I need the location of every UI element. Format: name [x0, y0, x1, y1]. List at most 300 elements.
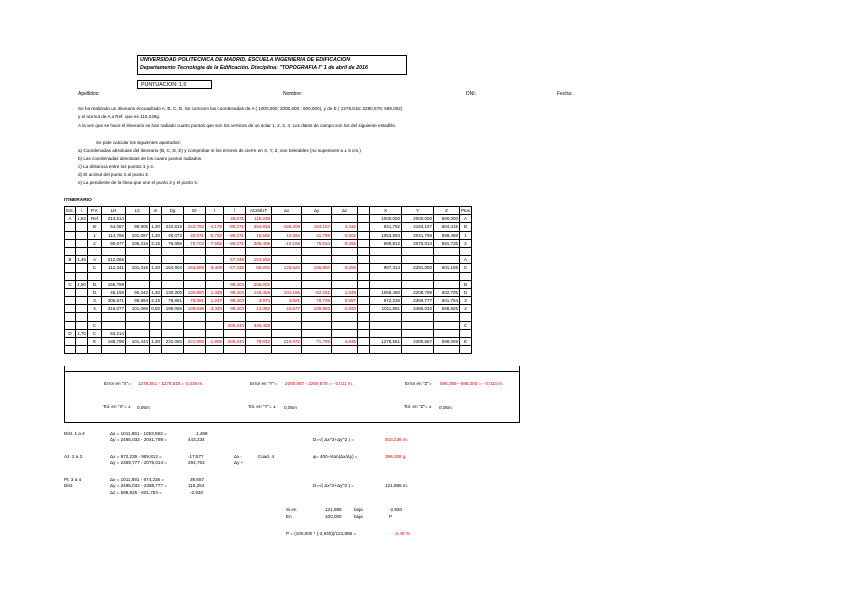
field-apellidos: Apellidos:: [78, 91, 100, 97]
table-cell: 1: [460, 231, 472, 239]
table-cell: [370, 247, 402, 255]
table-cell: [206, 321, 224, 329]
table-cell: -82,251: [302, 288, 332, 296]
table-cell: 101,316: [126, 264, 150, 272]
table-cell: 2: [88, 239, 102, 247]
table-cell: 71,769: [302, 338, 332, 346]
table-cell: 53,214: [102, 329, 126, 337]
table-cell: [434, 321, 460, 329]
az-sign-dy: Δy +: [234, 460, 244, 465]
statement-item-b: b) Las coordenadas absolutas de los cuatro puntos radiados.: [78, 156, 203, 161]
table-cell: [272, 313, 302, 321]
dist-dx-value: 1,498: [196, 431, 208, 436]
table-cell: 316,077: [102, 305, 126, 313]
tol-y-label: Tol. en "Y"= ±: [248, 404, 276, 409]
table-cell: 1,247: [206, 297, 224, 305]
statement-p3: A la vez que se hace el itinerario se han radiado cuatro puntos que son los vertices de un solar 1, 2, 3, 4. Los datos de campo son los del siguiente estadillo.: [78, 123, 397, 128]
table-cell: 989,812: [370, 239, 402, 247]
table-row: [65, 215, 472, 223]
table-cell: [126, 272, 150, 280]
table-cell: 2000,000: [402, 215, 434, 223]
table-row: [65, 256, 472, 264]
table-cell: B: [460, 280, 472, 288]
table-cell: 2: [460, 239, 472, 247]
dist-dx: Δx = 1011,891 - 1053,593 =: [110, 431, 167, 436]
table-header-cell: Δy: [302, 207, 332, 215]
table-cell: 1,50: [77, 281, 86, 287]
table-cell: [358, 264, 370, 272]
table-cell: 1278,551: [370, 338, 402, 346]
table-row: [65, 338, 472, 346]
table-cell: -4,176: [206, 223, 224, 231]
table-cell: 2208,799: [402, 288, 434, 296]
table-cell: 40,073: [162, 231, 184, 239]
table-row-blank: [65, 313, 472, 321]
table-cell: -10,188: [272, 239, 302, 247]
table-header-cell: Ptos: [461, 208, 471, 214]
table-cell: [272, 321, 302, 329]
table-cell: -3,409: [206, 264, 224, 272]
table-cell: [246, 329, 272, 337]
table-cell: [150, 272, 162, 280]
table-cell: C: [88, 321, 102, 329]
table-cell: 78,891: [162, 297, 184, 305]
table-cell: [184, 313, 206, 321]
table-cell: [65, 313, 76, 321]
table-cell: [434, 280, 460, 288]
table-cell: 54,087: [102, 223, 126, 231]
table-cell: -8,265: [332, 239, 358, 247]
statement-item-d: d) El acimut del punto 2 al punto 3.: [78, 172, 149, 177]
table-header-cell: t: [206, 207, 224, 215]
table-cell: [302, 272, 332, 280]
dist-label: Dist. 1 a 4: [64, 431, 85, 436]
table-cell: [460, 247, 472, 255]
table-cell: 154,816: [246, 256, 272, 264]
table-cell: 40,071: [184, 231, 206, 239]
table-row-blank: [65, 247, 472, 255]
table-cell: B: [460, 223, 472, 231]
table-cell: 14,382: [246, 305, 272, 313]
table-cell: 305,406: [246, 239, 272, 247]
table-cell: 2369,777: [402, 297, 434, 305]
dist-formula: D=√( Δx^2+Δy^2 ) =: [313, 437, 354, 442]
table-cell: 156,789: [102, 280, 126, 288]
table-cell: 78,728: [302, 297, 332, 305]
table-cell: 98,303: [224, 305, 246, 313]
table-cell: [65, 288, 76, 296]
az-label: Az. 2 a 3: [64, 454, 83, 459]
table-cell: [184, 256, 206, 264]
table-cell: [272, 256, 302, 264]
table-cell: 2485,032: [402, 305, 434, 313]
table-cell: 49,271: [224, 215, 246, 223]
statement-p2: y el acimut de A a Ref. que es 115,249g.: [78, 114, 161, 119]
error-box: [64, 371, 520, 423]
az-dx: Δx = 972,235 - 989,812 =: [110, 454, 162, 459]
table-cell: [402, 321, 434, 329]
table-cell: [302, 247, 332, 255]
table-cell: [76, 239, 88, 247]
table-cell: [162, 272, 184, 280]
error-y-value: 2280,567 - 2280,578 = - 0,011 m.: [285, 381, 353, 386]
table-cell: [460, 329, 472, 337]
table-cell: 1,30: [151, 224, 160, 230]
table-cell: [206, 272, 224, 280]
table-cell: [150, 256, 162, 264]
table-header-cell: [358, 207, 370, 215]
table-cell: [358, 313, 370, 321]
table-cell: -57,249: [224, 264, 246, 272]
table-cell: D: [88, 288, 102, 296]
ps-dy: Δy = 2485,032 - 2369,777 =: [110, 483, 167, 488]
table-row: [65, 305, 472, 313]
table-cell: [402, 247, 434, 255]
table-cell: 221,995: [184, 338, 206, 346]
table-cell: [224, 313, 246, 321]
az-formula: φ= 400-Atan(Δx/Δy) =: [313, 454, 358, 459]
table-cell: [370, 329, 402, 337]
table-cell: A: [460, 256, 472, 264]
table-cell: [150, 215, 162, 223]
si-a-value: 121,886: [325, 507, 342, 512]
table-cell: [88, 313, 102, 321]
table-cell: [206, 256, 224, 264]
table-cell: [302, 256, 332, 264]
table-cell: [358, 297, 370, 305]
table-cell: [302, 280, 332, 288]
table-cell: [102, 321, 126, 329]
table-cell: 242,819: [162, 223, 184, 231]
si-a-result: -2,930: [389, 507, 403, 512]
si-a-word: baja: [354, 507, 363, 512]
table-cell: [65, 297, 76, 305]
table-cell: [126, 329, 150, 337]
table-cell: 101,166: [272, 288, 302, 296]
table-cell: [65, 338, 76, 346]
table-cell: [76, 321, 88, 329]
table-row: [65, 280, 472, 288]
table-cell: [76, 231, 88, 239]
table-cell: [65, 239, 76, 247]
table-cell: [358, 280, 370, 288]
table-cell: [302, 313, 332, 321]
ps-dy-value: 115,254: [188, 483, 205, 488]
table-cell: [302, 321, 332, 329]
table-cell: [88, 346, 102, 354]
table-cell: [358, 231, 370, 239]
table-cell: [460, 272, 472, 280]
table-cell: [370, 272, 402, 280]
table-cell: Ref: [88, 215, 102, 223]
table-cell: 76,086: [162, 239, 184, 247]
table-cell: [302, 215, 332, 223]
statement-item-e: e) La pendiente de la línea que une el punto 3 y el punto 4.: [78, 180, 199, 185]
ps-formula: D=√( Δx^2+Δy^2 ) =: [313, 483, 354, 488]
table-cell: 1,54: [77, 216, 86, 222]
table-cell: [184, 215, 206, 223]
table-cell: [162, 346, 184, 354]
tol-x-value: 0,05m: [137, 405, 150, 410]
field-nombre: Nombre:: [283, 91, 303, 97]
table-cell: 106,416: [126, 239, 150, 247]
table-cell: 604,416: [434, 223, 460, 231]
table-cell: 101,444: [126, 338, 150, 346]
table-cell: [358, 223, 370, 231]
table-cell: 1068,480: [370, 288, 402, 296]
table-cell: 101,066: [126, 305, 150, 313]
si-b-word: baja: [354, 514, 363, 519]
table-cell: [332, 272, 358, 280]
table-cell: [76, 346, 88, 354]
table-cell: [370, 346, 402, 354]
table-cell: [76, 313, 88, 321]
table-cell: [332, 280, 358, 288]
table-row: [65, 297, 472, 305]
table-cell: [272, 329, 302, 337]
table-cell: [358, 239, 370, 247]
table-header-cell: i: [76, 207, 88, 215]
table-header-cell: Δx: [272, 207, 302, 215]
table-cell: 1,70: [77, 330, 86, 336]
table-cell: [358, 338, 370, 346]
table-cell: 78,881: [184, 297, 206, 305]
table-cell: [358, 346, 370, 354]
table-cell: -0,502: [332, 231, 358, 239]
table-cell: [332, 256, 358, 264]
table-cell: [370, 321, 402, 329]
table-header-cell: Y: [402, 207, 434, 215]
table-header-row: [65, 207, 472, 215]
table-cell: [65, 231, 76, 239]
table-header-cell: X: [370, 207, 402, 215]
table-cell: [184, 346, 206, 354]
table-cell: 0,50: [151, 306, 160, 312]
table-cell: 0,597: [332, 297, 358, 305]
tol-z-label: Tol. en "Z"= ±: [404, 404, 432, 409]
table-cell: 2,15: [151, 240, 160, 246]
table-cell: [224, 272, 246, 280]
table-cell: 601,158: [434, 264, 460, 272]
table-cell: -1,906: [206, 338, 224, 346]
header-department: Departamento Tecnología de la Edificación. Disciplina: "TOPOGRAFIA I" 1 de abril de 2016: [140, 65, 368, 71]
ps-dx-value: 39,657: [190, 477, 205, 482]
table-cell: -2,933: [332, 305, 358, 313]
table-cell: -0,742: [206, 231, 224, 239]
table-cell: [434, 247, 460, 255]
table-cell: [358, 329, 370, 337]
table-cell: A: [460, 215, 472, 223]
table-cell: [102, 247, 126, 255]
table-cell: 125,523: [272, 264, 302, 272]
table-cell: [402, 280, 434, 288]
table-cell: 598,069: [434, 338, 460, 346]
table-cell: B: [65, 256, 76, 264]
table-cell: [302, 329, 332, 337]
table-cell: 242,783: [184, 223, 206, 231]
table-cell: 2,15: [151, 298, 160, 304]
table-cell: [402, 346, 434, 354]
ps-result: 121,886 m.: [385, 483, 408, 488]
az-quadrant: Cuad. 4: [258, 454, 275, 459]
table-cell: [150, 321, 162, 329]
table-cell: 199,038: [184, 305, 206, 313]
table-cell: [65, 264, 76, 272]
table-cell: 1,45: [77, 257, 86, 263]
table-cell: 79,042: [246, 338, 272, 346]
table-cell: [272, 346, 302, 354]
table-cell: 1,348: [206, 288, 224, 296]
table-cell: [184, 272, 206, 280]
table-cell: 841,792: [370, 223, 402, 231]
table-cell: 15,555: [246, 231, 272, 239]
table-header-cell: LH: [102, 207, 126, 215]
table-cell: 112,341: [102, 264, 126, 272]
table-cell: [272, 280, 302, 288]
table-cell: [184, 321, 206, 329]
table-row: [65, 239, 472, 247]
statement-intro: Se pide calcular los siguientes apartados:: [96, 140, 181, 145]
table-cell: 4: [88, 305, 102, 313]
table-cell: 1,30: [151, 339, 160, 345]
table-cell: [162, 256, 184, 264]
table-cell: [332, 329, 358, 337]
ps-label: Pt. 3 a 4: [64, 477, 82, 482]
table-cell: B: [88, 223, 102, 231]
dist-result: 443,236 m.: [385, 437, 408, 442]
table-cell: [162, 329, 184, 337]
table-cell: 2075,014: [402, 239, 434, 247]
table-cell: [206, 247, 224, 255]
table-row: [65, 264, 472, 272]
table-cell: -158,208: [272, 223, 302, 231]
table-cell: C: [88, 329, 102, 337]
table-cell: [246, 346, 272, 354]
table-cell: [358, 288, 370, 296]
table-cell: 599,498: [434, 231, 460, 239]
dist-dy: Δy = 2485,032 - 2041,798 =: [110, 437, 167, 442]
table-cell: [370, 313, 402, 321]
table-cell: 115,249: [246, 215, 272, 223]
table-cell: [184, 247, 206, 255]
table-cell: [76, 247, 88, 255]
table-cell: 2280,567: [402, 338, 434, 346]
table-cell: 2041,798: [402, 231, 434, 239]
table-cell: [434, 256, 460, 264]
table-cell: 210,072: [272, 338, 302, 346]
table-cell: [434, 329, 460, 337]
table-cell: 598,825: [434, 305, 460, 313]
table-cell: [434, 346, 460, 354]
ps-dz-value: -2,930: [190, 490, 204, 495]
error-x-value: 1278,551 - 1278,515 = 0,036 m.: [138, 381, 204, 386]
table-cell: [272, 272, 302, 280]
table-cell: [65, 223, 76, 231]
table-title: ITINERARIO: [64, 198, 92, 203]
si-b-label: En: [286, 514, 292, 519]
ps-dz: Δz = 598,825 - 601,754 =: [110, 490, 162, 495]
table-cell: 130,883: [184, 288, 206, 296]
table-cell: 591,735: [434, 239, 460, 247]
si-b-value: 100,000: [325, 514, 342, 519]
error-z-value: 598,069 - 598,002 = - 0,023 m.: [440, 381, 504, 386]
table-cell: [402, 256, 434, 264]
table-row: [65, 321, 472, 329]
table-cell: A: [88, 256, 102, 264]
table-cell: [206, 329, 224, 337]
field-dni: DNI:: [466, 91, 476, 97]
slope-result: -2,40 %: [394, 531, 410, 536]
table-cell: 10,593: [272, 231, 302, 239]
table-cell: [65, 305, 76, 313]
table-cell: [332, 313, 358, 321]
table-cell: [460, 313, 472, 321]
table-cell: 130,300: [162, 288, 184, 296]
table-cell: [246, 272, 272, 280]
table-cell: 600,000: [434, 215, 460, 223]
table-cell: [184, 280, 206, 288]
table-row: [65, 231, 472, 239]
table-cell: D: [460, 288, 472, 296]
table-cell: [302, 346, 332, 354]
table-cell: 41,798: [302, 231, 332, 239]
table-cell: 1011,891: [370, 305, 402, 313]
table-cell: [150, 346, 162, 354]
table-cell: 106,850: [302, 264, 332, 272]
table-cell: 101,097: [126, 231, 150, 239]
table-header-cell: Dg: [162, 207, 184, 215]
table-header-cell: m: [150, 207, 162, 215]
az-result: 396,208 g.: [385, 454, 407, 459]
table-cell: [65, 321, 76, 329]
table-cell: [65, 247, 76, 255]
table-cell: [88, 272, 102, 280]
table-cell: 3,974: [246, 297, 272, 305]
table-cell: 99,342: [126, 288, 150, 296]
table-cell: 602,705: [434, 288, 460, 296]
table-cell: [76, 288, 88, 296]
table-cell: 4,921: [272, 297, 302, 305]
table-cell: [206, 346, 224, 354]
table-cell: 601,754: [434, 297, 460, 305]
si-a-label: Si en: [286, 507, 297, 512]
table-cell: [358, 272, 370, 280]
table-cell: [434, 313, 460, 321]
table-cell: 199,066: [162, 305, 184, 313]
table-cell: 967,314: [370, 264, 402, 272]
table-cell: [184, 329, 206, 337]
table-cell: 98,303: [224, 280, 246, 288]
table-cell: A: [65, 215, 76, 223]
table-cell: 4: [460, 305, 472, 313]
table-cell: [102, 313, 126, 321]
table-cell: 354,816: [246, 223, 272, 231]
table-cell: [358, 247, 370, 255]
table-row-blank: [65, 272, 472, 280]
table-header-cell: Z: [434, 207, 460, 215]
table-cell: [206, 280, 224, 288]
table-cell: 2184,157: [402, 223, 434, 231]
table-cell: 1: [88, 231, 102, 239]
table-header-cell: Dr: [184, 207, 206, 215]
table-cell: [76, 338, 88, 346]
table-cell: [126, 215, 150, 223]
table-cell: 1,30: [151, 232, 160, 238]
table-cell: 4,416: [332, 223, 358, 231]
table-cell: 200,244: [224, 321, 246, 329]
table-cell: C: [460, 321, 472, 329]
table-cell: 972,235: [370, 297, 402, 305]
